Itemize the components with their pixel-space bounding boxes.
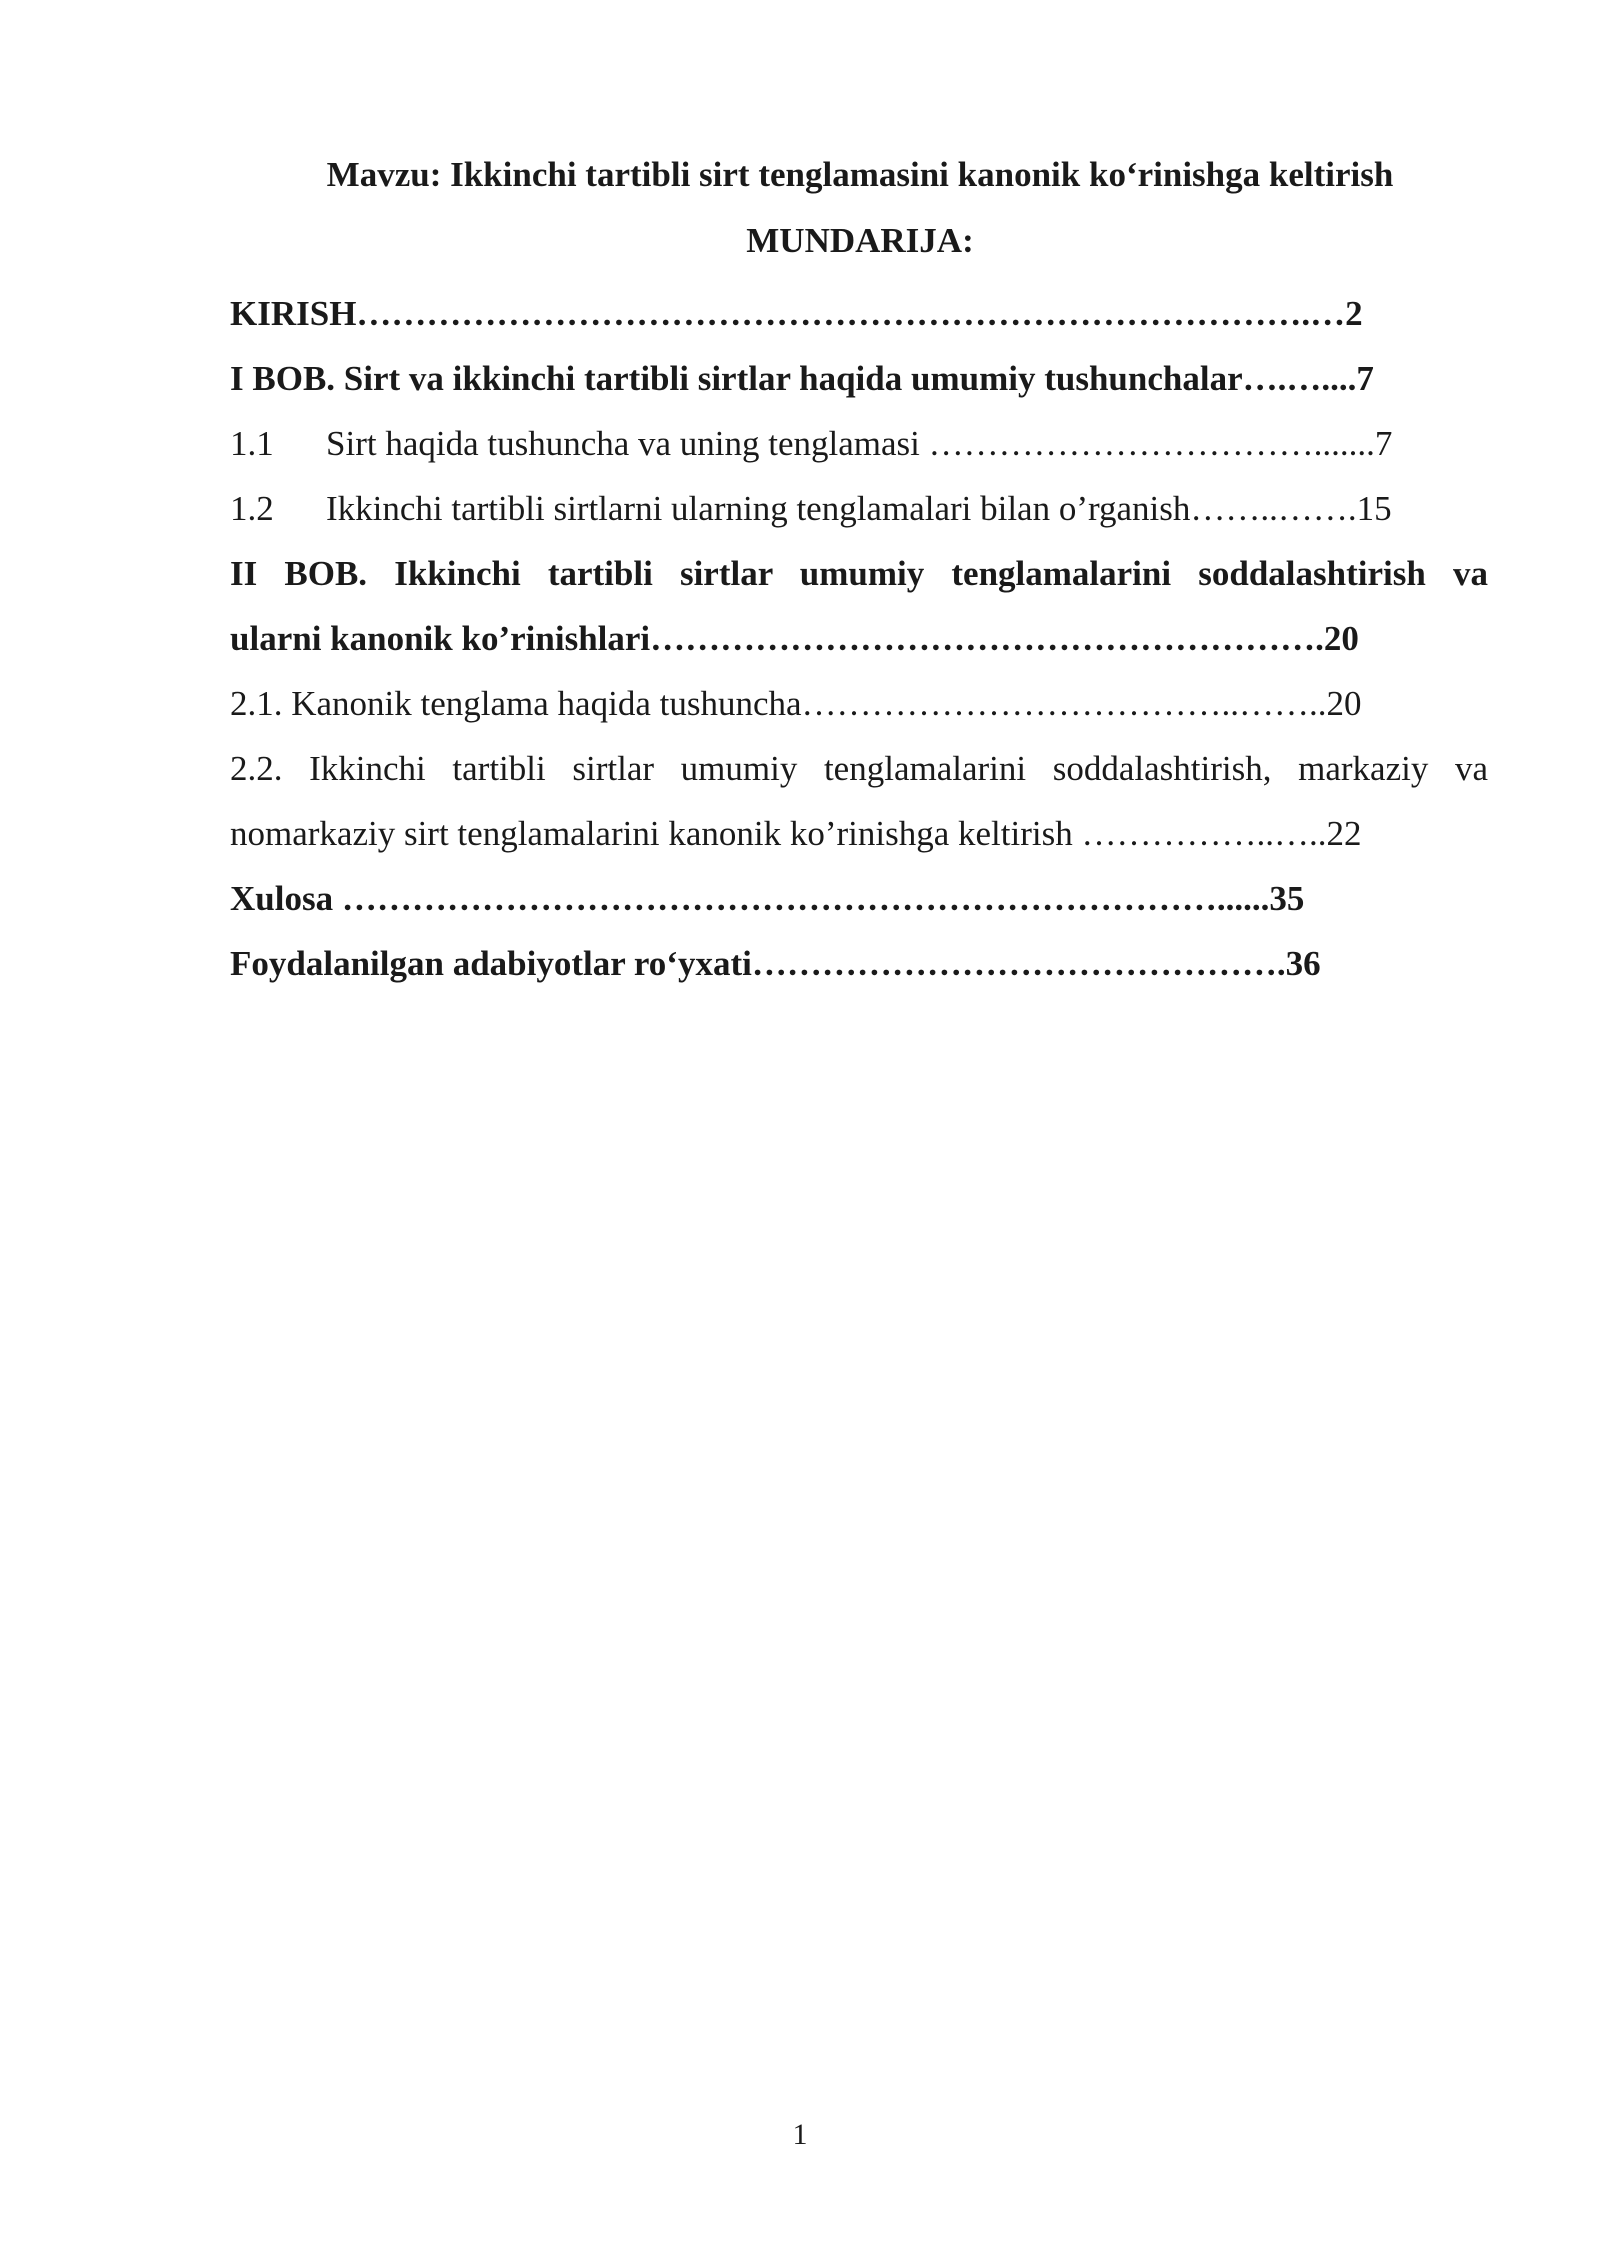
toc-entry-number: 1.1 — [230, 424, 274, 463]
toc-entry-kirish[interactable] — [230, 281, 1488, 346]
toc-entry-xulosa[interactable] — [230, 866, 1488, 931]
toc-entry-text: KIRISH……………………………………………………………………….…2 — [230, 294, 1363, 333]
page-number: 1 — [792, 2118, 808, 2151]
toc-heading: MUNDARIJA: — [746, 221, 974, 260]
toc-entry-references[interactable] — [230, 931, 1488, 996]
toc-entry-text: II BOB. Ikkinchi tartibli sirtlar umumiy tenglamalarini soddalashtirish va — [230, 554, 1488, 593]
toc-entry-text: I BOB. Sirt va ikkinchi tartibli sirtlar haqida umumiy tushunchalar….…....7 — [230, 359, 1374, 398]
toc-entry-text: 2.1. Kanonik tenglama haqida tushuncha………………………………..……..20 — [230, 684, 1362, 723]
toc-entry-text: Ikkinchi tartibli sirtlarni ularning tenglamalari bilan o’rganish……..…….15 — [326, 489, 1392, 528]
toc-entry-section-2-2-line-2[interactable] — [230, 801, 1488, 866]
toc-entry-text: nomarkaziy sirt tenglamalarini kanonik ko’rinishga keltirish ……………..…..22 — [230, 814, 1362, 853]
toc-entry-text: Xulosa …………………………………………………………………......35 — [230, 879, 1305, 918]
toc-entry-section-2-2-line-1[interactable] — [230, 736, 1488, 801]
toc-entry-text: Foydalanilgan adabiyotlar ro‘yxati……………………………………….36 — [230, 944, 1321, 983]
toc-entry-section-2-1[interactable] — [230, 671, 1488, 736]
toc-entry-chapter-2-line-1[interactable] — [230, 541, 1488, 606]
toc-entry-chapter-1[interactable] — [230, 346, 1488, 411]
toc-entry-section-1-2[interactable] — [230, 476, 1488, 541]
toc-entry-number: 1.2 — [230, 489, 274, 528]
table-of-contents — [230, 281, 1488, 996]
toc-entry-chapter-2-line-2[interactable] — [230, 606, 1488, 671]
toc-entry-text: Sirt haqida tushuncha va uning tenglamasi …………………………….......7 — [326, 424, 1393, 463]
document-topic: Mavzu: Ikkinchi tartibli sirt tenglamasini kanonik ko‘rinishga keltirish — [326, 155, 1394, 194]
toc-entry-text: 2.2. Ikkinchi tartibli sirtlar umumiy tenglamalarini soddalashtirish, markaziy va — [230, 749, 1488, 788]
toc-entry-section-1-1[interactable] — [230, 411, 1488, 476]
toc-entry-text: ularni kanonik ko’rinishlari………………………………………………….20 — [230, 619, 1359, 658]
